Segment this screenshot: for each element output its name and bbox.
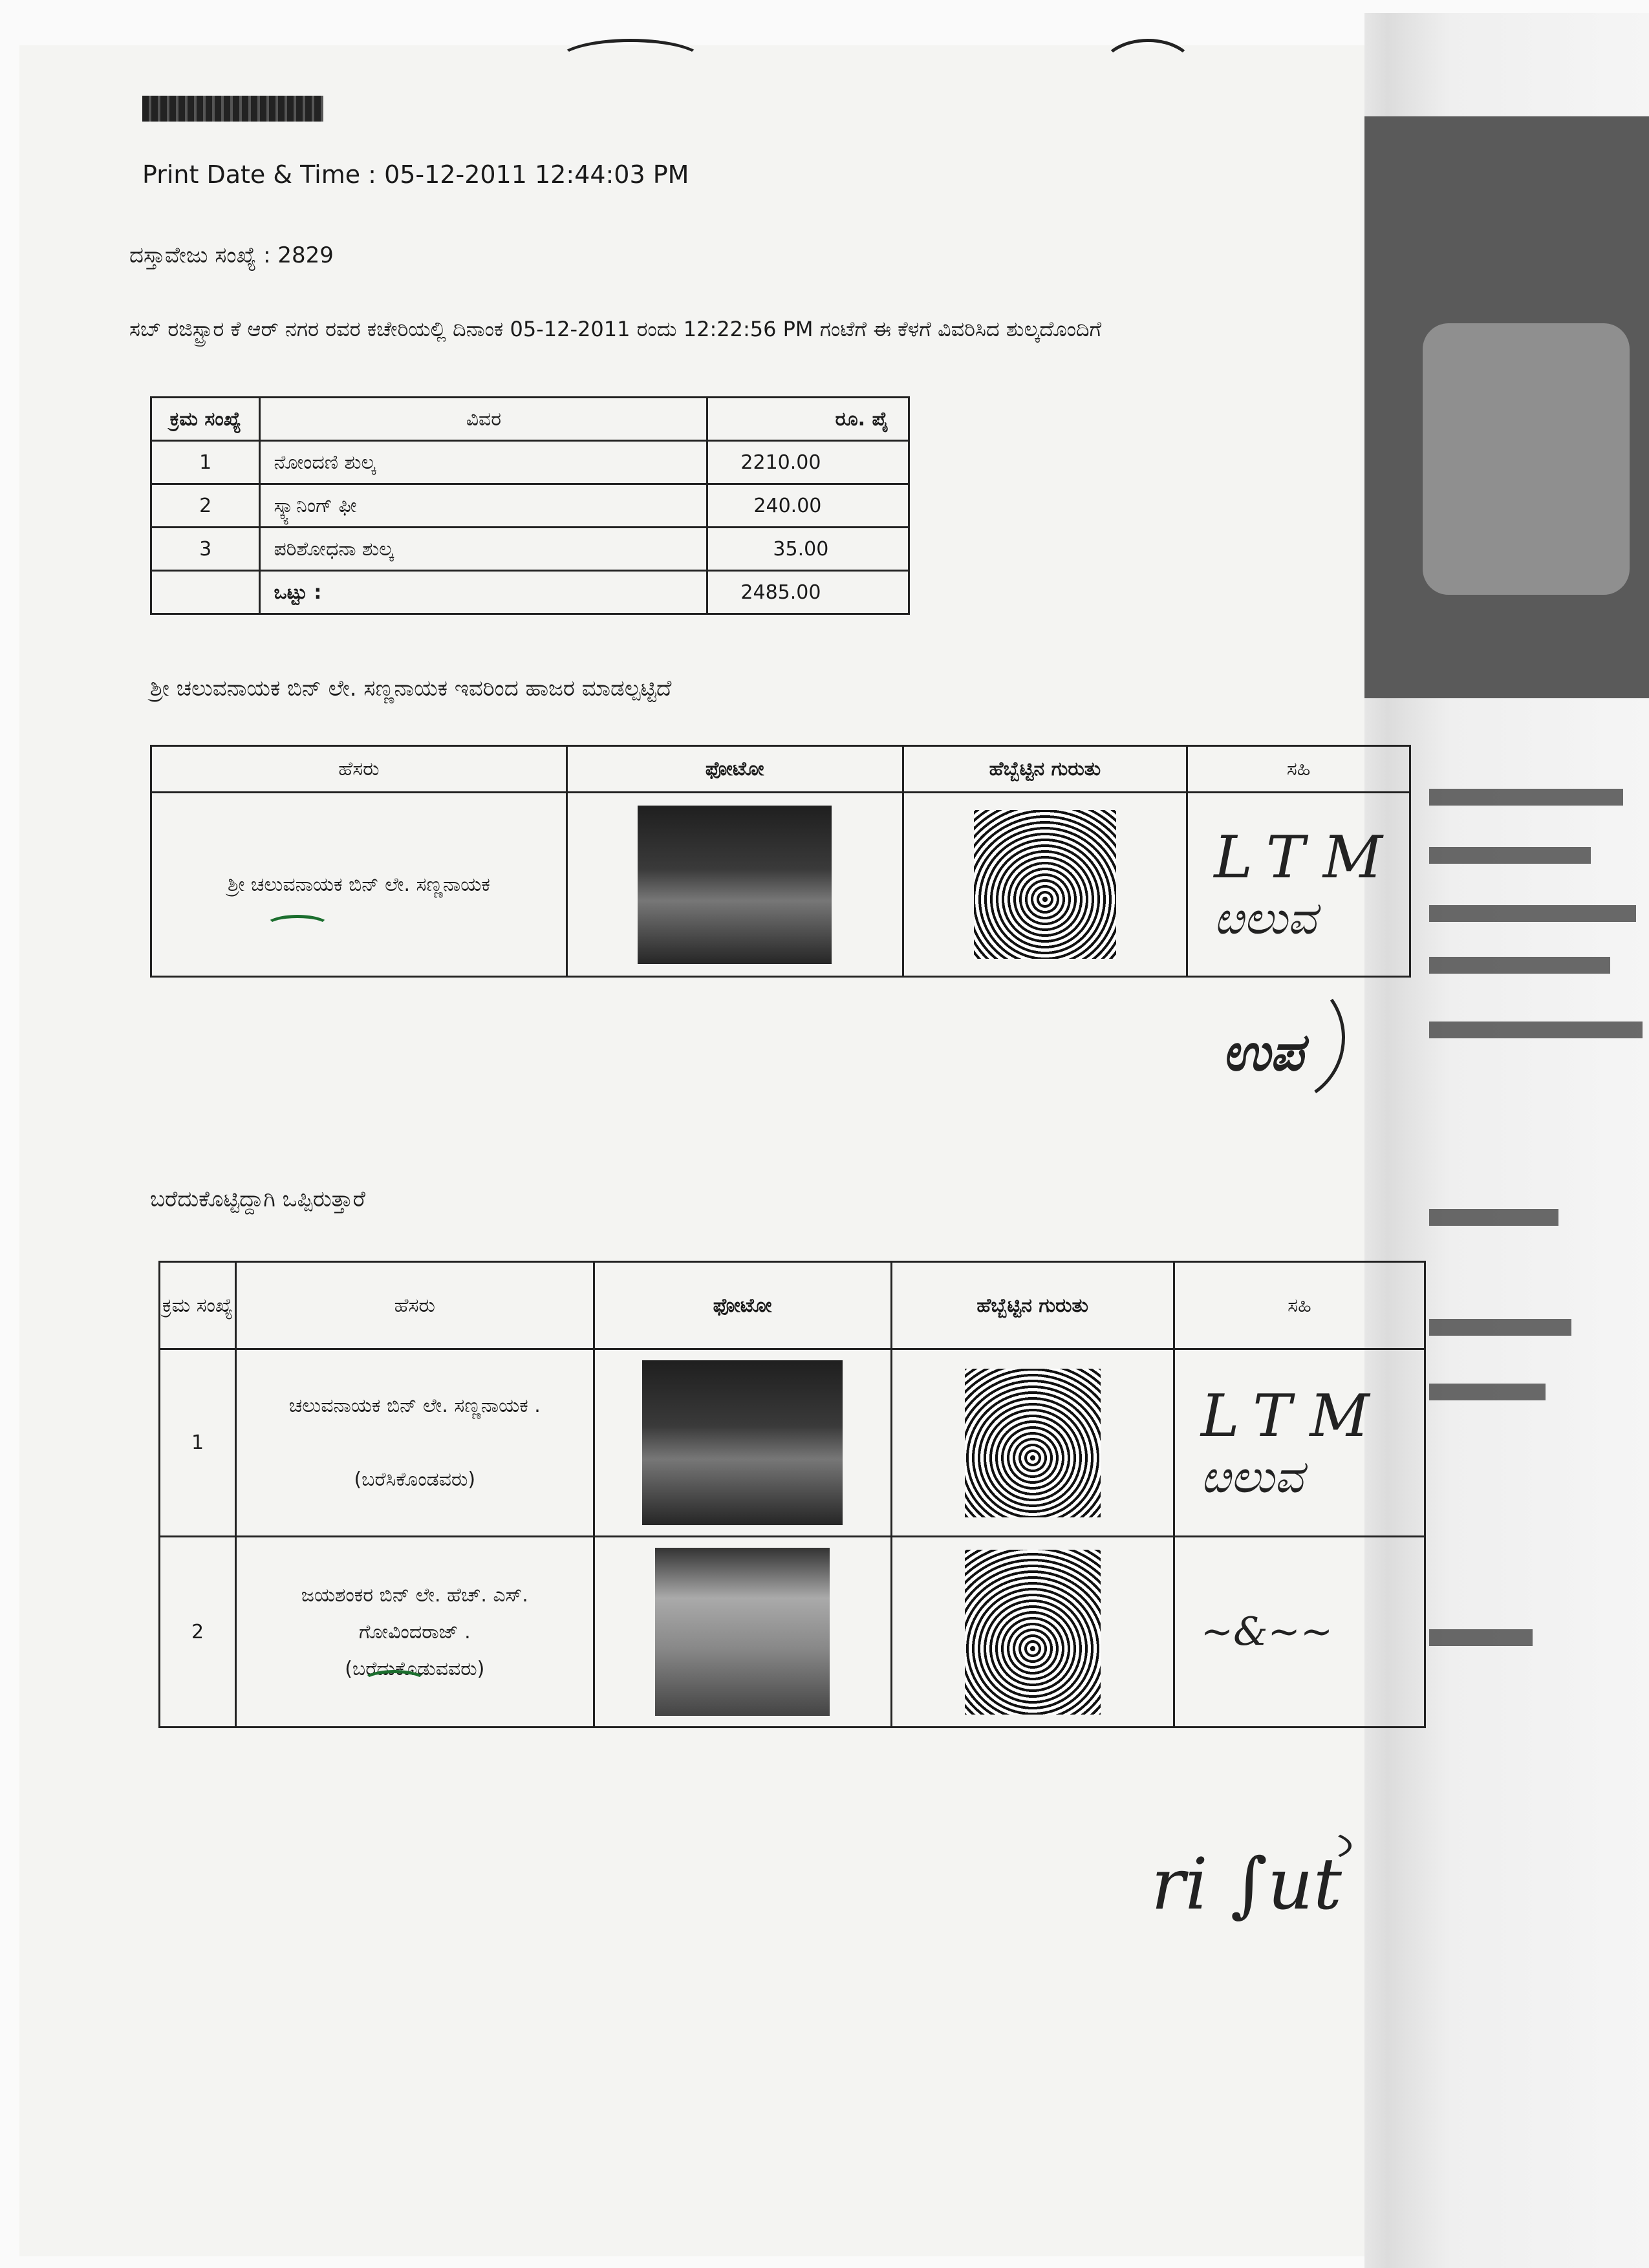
party-sl: 2 (160, 1537, 236, 1728)
print-datetime: Print Date & Time : 05-12-2011 12:44:03 PM (142, 160, 689, 189)
pen-mark (556, 39, 705, 84)
fee-sl: 1 (151, 441, 260, 484)
official-signature: ಉಪ (1222, 1022, 1304, 1082)
fee-details: ಪರಿಶೋಧನಾ ಶುಲ್ಕ (260, 528, 707, 571)
presenter-name: ಶ್ರೀ ಚಲುವನಾಯಕ ಬಿನ್ ಲೇ. ಸಣ್ಣನಾಯಕ (151, 793, 567, 977)
party-name-line2: ಗೋವಿಂದರಾಜ್ . (358, 1620, 471, 1643)
presenter-thumb-cell (903, 793, 1187, 977)
presented-by: ಶ್ರೀ ಚಲುವನಾಯಕ ಬಿನ್ ಲೇ. ಸಣ್ಣನಾಯಕ ಇವರಿಂದ ಹಾಜರ ಮಾಡಲ್ಪಟ್ಟಿದೆ (150, 676, 672, 701)
pen-mark (1177, 1823, 1352, 1868)
document-number: ದಸ್ತಾವೇಜು ಸಂಖ್ಯೆ : 2829 (129, 242, 334, 268)
party-photo-cell (594, 1537, 891, 1728)
party-name-cell (236, 1349, 594, 1537)
party-photo (642, 1360, 843, 1525)
presenter-header-thumb: ಹೆಬ್ಬೆಟ್ಟಿನ ಗುರುತು (903, 746, 1187, 793)
presenter-photo (638, 806, 832, 964)
party-signature-scrawl: ೞಲುವ (1200, 1450, 1304, 1503)
parties-header-sign: ಸಹಿ (1174, 1262, 1425, 1349)
parties-header-name: ಹೆಸರು (236, 1262, 594, 1349)
government-emblem (1423, 323, 1630, 595)
blurred-text-line (1429, 1319, 1571, 1336)
redacted-barcode (142, 96, 323, 122)
party-thumb-cell (891, 1349, 1174, 1537)
fee-details: ಸ್ಕ್ಯಾನಿಂಗ್ ಫೀ (260, 484, 707, 528)
blurred-text-line (1429, 789, 1623, 806)
party-thumb-cell (891, 1537, 1174, 1728)
blurred-text-line (1429, 1022, 1643, 1038)
pen-mark (1099, 39, 1196, 103)
party-sl: 1 (160, 1349, 236, 1537)
parties-header-sl: ಕ್ರಮ ಸಂಖ್ಯೆ (160, 1262, 236, 1349)
fee-header-sl: ಕ್ರಮ ಸಂಖ್ಯೆ (151, 398, 260, 441)
party-name-line2 (237, 1424, 592, 1461)
blurred-text-line (1429, 1209, 1558, 1226)
fee-header-details: ವಿವರ (260, 398, 707, 441)
party-thumbprint (965, 1550, 1101, 1715)
party-name: ಚಲುವನಾಯಕ ಬಿನ್ ಲೇ. ಸಣ್ಣನಾಯಕ . (288, 1395, 541, 1417)
admission-statement: ಬರೆದುಕೊಟ್ಟಿದ್ದಾಗಿ ಒಪ್ಪಿರುತ್ತಾರೆ (150, 1186, 365, 1212)
party-name-cell (236, 1537, 594, 1728)
parties-header-photo: ಫೋಟೋ (594, 1262, 891, 1349)
presenter-signature-scrawl: ೞಲುವ (1214, 892, 1317, 945)
blurred-text-line (1429, 1384, 1546, 1400)
fee-sl: 2 (151, 484, 260, 528)
party-signature: LTM (1200, 1382, 1388, 1450)
presenter-sign-cell (1187, 793, 1410, 977)
fee-sl-empty (151, 571, 260, 614)
fee-details: ನೋಂದಣಿ ಶುಲ್ಕ (260, 441, 707, 484)
blurred-text-line (1429, 847, 1591, 864)
fee-header-amount: ರೂ. ಪೈ (707, 398, 909, 441)
table-row (151, 571, 909, 614)
table-row (151, 441, 909, 484)
presenter-photo-cell (566, 793, 903, 977)
presenter-thumbprint (974, 810, 1116, 959)
parties-table (158, 1261, 1426, 1728)
fee-amount: 35.00 (707, 528, 909, 571)
green-tick-mark (362, 1670, 427, 1692)
overlapping-sheet (1364, 13, 1649, 2268)
presenter-header-name: ಹೆಸರು (151, 746, 567, 793)
presenter-header-sign: ಸಹಿ (1187, 746, 1410, 793)
table-row (160, 1349, 1425, 1537)
party-sign-cell (1174, 1349, 1425, 1537)
fee-amount: 2210.00 (707, 441, 909, 484)
party-name: ಜಯಶಂಕರ ಬಿನ್ ಲೇ. ಹೆಚ್. ಎಸ್. (301, 1583, 528, 1607)
party-photo (655, 1548, 830, 1716)
fee-total-amount: 2485.00 (707, 571, 909, 614)
presenter-signature: LTM (1214, 824, 1401, 892)
table-row (151, 484, 909, 528)
party-thumbprint (965, 1369, 1101, 1517)
presenter-table (150, 745, 1411, 978)
presenter-header-photo: ಫೋಟೋ (566, 746, 903, 793)
party-sign-cell (1174, 1537, 1425, 1728)
table-row (151, 793, 1410, 977)
party-role: (ಬರೆಸಿಕೊಂಡವರು) (354, 1468, 476, 1491)
fee-total-label: ಒಟ್ಟು : (260, 571, 707, 614)
parties-header-thumb: ಹೆಬ್ಬೆಟ್ಟಿನ ಗುರುತು (891, 1262, 1174, 1349)
party-signature-scrawl: ~&~~ (1200, 1609, 1333, 1654)
table-row (151, 528, 909, 571)
party-photo-cell (594, 1349, 891, 1537)
green-tick-mark (265, 915, 330, 937)
blurred-text-line (1429, 905, 1636, 922)
fee-sl: 3 (151, 528, 260, 571)
fee-amount: 240.00 (707, 484, 909, 528)
dark-scan-band (1364, 116, 1649, 698)
blurred-text-line (1429, 1629, 1533, 1646)
party-role: (ಬರೆದುಕೊಡುವವರು) (345, 1657, 485, 1680)
subregistrar-signature: ri ∫ut (1151, 1843, 1342, 1925)
table-row (160, 1537, 1425, 1728)
fee-table (150, 396, 910, 615)
blurred-text-line (1429, 957, 1610, 974)
registration-statement: ಸಬ್ ರಜಿಸ್ಟ್ರಾರ ಕೆ ಆರ್ ನಗರ ರವರ ಕಚೇರಿಯಲ್ಲಿ ದಿನಾಂಕ 05-12-2011 ರಂದು 12:22:56 PM ಗಂಟೆಗೆ ಈ ಕೆಳಗೆ ವಿವರಿಸಿದ ಶುಲ್ಕದೊಂದಿಗೆ (129, 317, 1102, 341)
